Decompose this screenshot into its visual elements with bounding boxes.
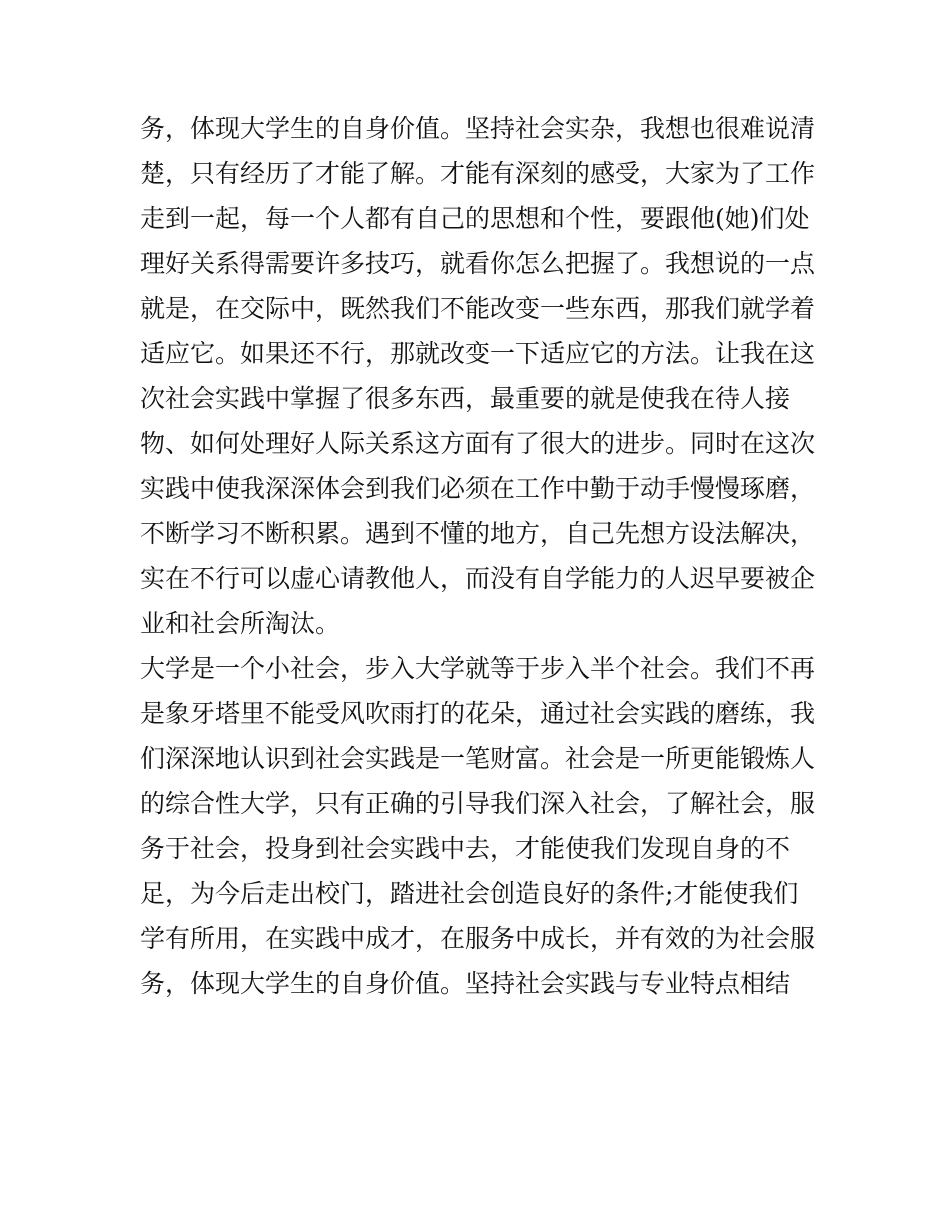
text-line: 理好关系得需要许多技巧，就看你怎么把握了。我想说的一点 (140, 249, 816, 278)
body-text (140, 106, 820, 1006)
text-line: 们深深地认识到社会实践是一笔财富。社会是一所更能锻炼人 (140, 744, 816, 773)
text-line: 务于社会，投身到社会实践中去，才能使我们发现自身的不 (140, 834, 791, 863)
text-line: 是象牙塔里不能受风吹雨打的花朵，通过社会实践的磨练，我 (140, 699, 816, 728)
text-line: 楚，只有经历了才能了解。才能有深刻的感受，大家为了工作 (140, 159, 816, 188)
text-line: 就是，在交际中，既然我们不能改变一些东西，那我们就学着 (140, 294, 816, 323)
text-line: 适应它。如果还不行，那就改变一下适应它的方法。让我在这 (140, 339, 816, 368)
text-line: 实在不行可以虚心请教他人，而没有自学能力的人迟早要被企 (140, 564, 816, 593)
text-line: 学有所用，在实践中成才，在服务中成长，并有效的为社会服 (140, 924, 816, 953)
text-line: 务，体现大学生的自身价值。坚持社会实杂，我想也很难说清 (140, 114, 816, 143)
text-line: 务，体现大学生的自身价值。坚持社会实践与专业特点相结 (140, 969, 791, 998)
text-line: 足，为今后走出校门，踏进社会创造良好的条件;才能使我们 (140, 879, 799, 908)
text-line: 不断学习不断积累。遇到不懂的地方，自己先想方设法解决， (140, 519, 816, 548)
text-line: 的综合性大学，只有正确的引导我们深入社会，了解社会，服 (140, 789, 816, 818)
text-line: 次社会实践中掌握了很多东西，最重要的就是使我在待人接 (140, 384, 791, 413)
text-line: 物、如何处理好人际关系这方面有了很大的进步。同时在这次 (140, 429, 816, 458)
text-line: 走到一起，每一个人都有自己的思想和个性，要跟他(她)们处 (140, 204, 810, 233)
text-line: 业和社会所淘汰。 (140, 609, 341, 638)
paragraph-start-line: 大学是一个小社会，步入大学就等于步入半个社会。我们不再 (140, 654, 816, 683)
text-line: 实践中使我深深体会到我们必须在工作中勤于动手慢慢琢磨， (140, 474, 816, 503)
